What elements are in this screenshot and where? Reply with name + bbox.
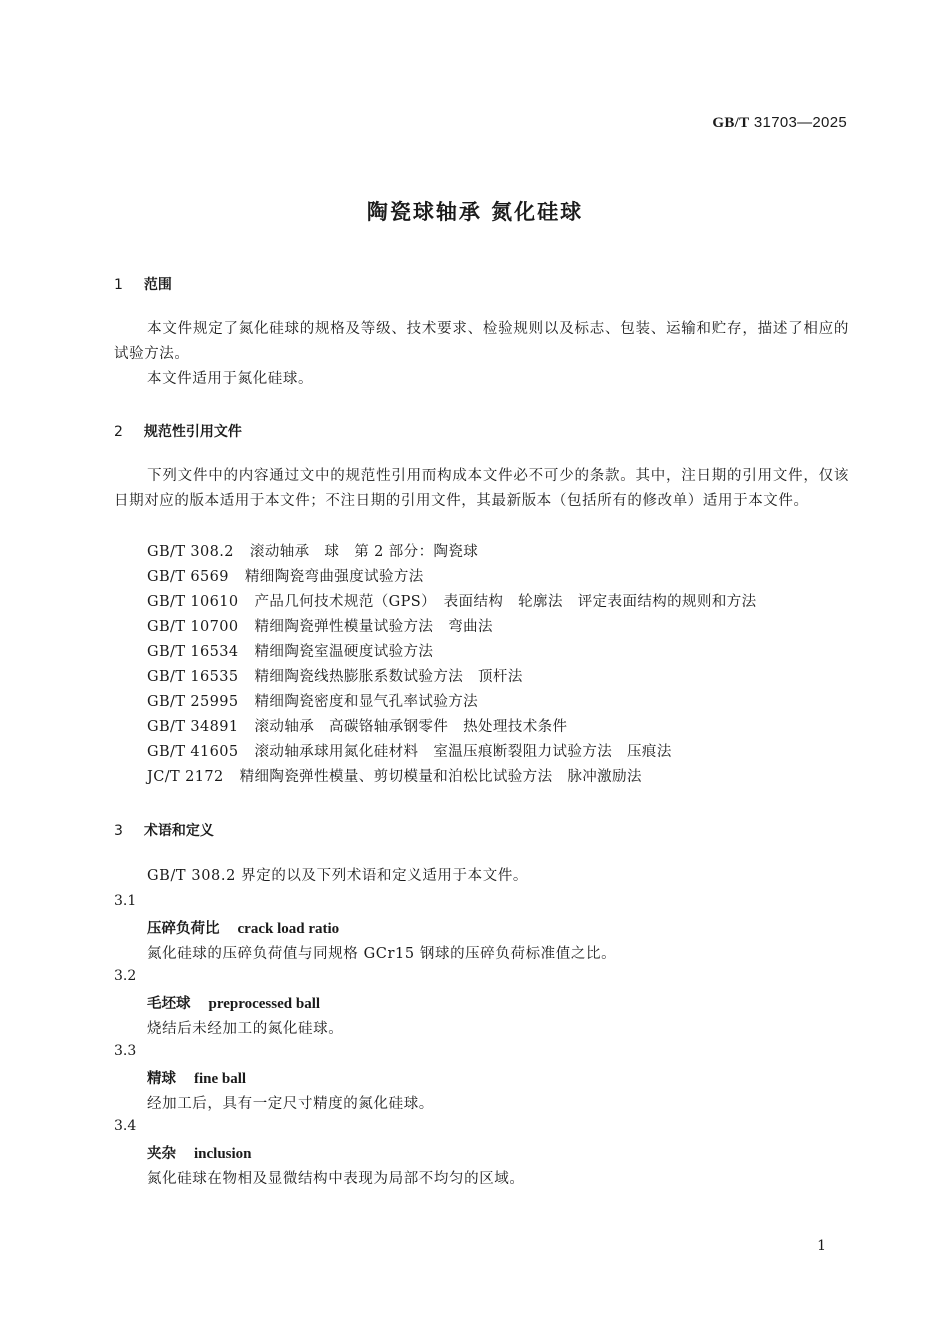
term-entry [147, 1067, 246, 1088]
reference-item [147, 740, 672, 765]
reference-code: GB/T 16534 [147, 644, 239, 660]
reference-item [147, 690, 478, 715]
term-definition: 烧结后未经加工的氮化硅球。 [147, 1021, 344, 1037]
term-definition: 氮化硅球的压碎负荷值与同规格 GCr15 钢球的压碎负荷标准值之比。 [147, 946, 617, 962]
reference-code: GB/T 308.2 [147, 544, 234, 560]
term-en: crack load ratio [237, 921, 340, 937]
reference-title: 产品几何技术规范（GPS） 表面结构 轮廓法 评定表面结构的规则和方法 [254, 594, 757, 610]
term-zh: 夹杂 [147, 1146, 176, 1162]
terms-intro-text: GB/T 308.2 界定的以及下列术语和定义适用于本文件。 [147, 868, 529, 884]
reference-title: 滚动轴承球用氮化硅材料 室温压痕断裂阻力试验方法 压痕法 [254, 744, 672, 760]
term-zh: 压碎负荷比 [147, 921, 220, 937]
scope-paragraph-2 [114, 367, 849, 392]
section-heading-terms [114, 820, 214, 840]
scope-text-1: 本文件规定了氮化硅球的规格及等级、技术要求、检验规则以及标志、包装、运输和贮存，描述了相应的试验方法。 [114, 321, 849, 362]
normative-text: 下列文件中的内容通过文中的规范性引用而构成本文件必不可少的条款。其中，注日期的引用文件，仅该日期对应的版本适用于本文件；不注日期的引用文件，其最新版本（包括所有的修改单）适用于本文件。 [114, 468, 849, 509]
page-title: 陶瓷球轴承 氮化硅球 [366, 200, 584, 224]
term-entry [147, 1142, 252, 1163]
section-heading-scope [114, 274, 172, 294]
reference-title: 滚动轴承 球 第 2 部分：陶瓷球 [249, 544, 479, 560]
reference-title: 滚动轴承 高碳铬轴承钢零件 热处理技术条件 [254, 719, 568, 735]
standard-prefix: GB/T [712, 115, 750, 131]
section-number: 2 [114, 424, 123, 440]
reference-title: 精细陶瓷密度和显气孔率试验方法 [254, 694, 479, 710]
term-definition: 氮化硅球在物相及显微结构中表现为局部不均匀的区域。 [147, 1171, 525, 1187]
term-en: preprocessed ball [208, 996, 321, 1012]
reference-code: JC/T 2172 [147, 769, 224, 785]
reference-title: 精细陶瓷弹性模量试验方法 弯曲法 [254, 619, 493, 635]
term-en: fine ball [194, 1071, 247, 1087]
reference-title: 精细陶瓷弯曲强度试验方法 [244, 569, 424, 585]
standard-code [712, 114, 847, 132]
terms-intro [114, 864, 849, 889]
section-title: 规范性引用文件 [143, 424, 242, 440]
reference-item [147, 565, 424, 590]
reference-title: 精细陶瓷室温硬度试验方法 [254, 644, 434, 660]
page-number: 1 [817, 1238, 826, 1254]
reference-item [147, 765, 642, 790]
scope-text-2: 本文件适用于氮化硅球。 [147, 371, 314, 387]
term-zh: 毛坯球 [147, 996, 191, 1012]
term-en: inclusion [194, 1146, 252, 1162]
reference-item [147, 615, 493, 640]
section-heading-normative [114, 421, 242, 441]
term-number: 3.1 [114, 893, 137, 909]
normative-paragraph [114, 464, 849, 514]
reference-title: 精细陶瓷弹性模量、剪切模量和泊松比试验方法 脉冲激励法 [239, 769, 642, 785]
term-entry [147, 917, 339, 938]
reference-title: 精细陶瓷线热膨胀系数试验方法 顶杆法 [254, 669, 523, 685]
term-definition: 经加工后，具有一定尺寸精度的氮化硅球。 [147, 1096, 434, 1112]
reference-item [147, 665, 523, 690]
reference-item [147, 540, 478, 565]
term-number: 3.3 [114, 1043, 137, 1059]
reference-code: GB/T 6569 [147, 569, 229, 585]
reference-code: GB/T 10700 [147, 619, 239, 635]
term-zh: 精球 [147, 1071, 176, 1087]
section-number: 1 [114, 277, 123, 293]
section-title: 范围 [143, 277, 172, 293]
reference-code: GB/T 41605 [147, 744, 239, 760]
reference-item [147, 715, 567, 740]
reference-item [147, 640, 433, 665]
section-title: 术语和定义 [143, 823, 214, 839]
term-number: 3.4 [114, 1118, 137, 1134]
reference-code: GB/T 10610 [147, 594, 239, 610]
term-entry [147, 992, 320, 1013]
reference-code: GB/T 34891 [147, 719, 239, 735]
section-number: 3 [114, 823, 123, 839]
scope-paragraph-1 [114, 317, 849, 367]
reference-item [147, 590, 757, 615]
reference-code: GB/T 25995 [147, 694, 239, 710]
standard-number: 31703—2025 [753, 114, 847, 131]
term-number: 3.2 [114, 968, 137, 984]
reference-code: GB/T 16535 [147, 669, 239, 685]
